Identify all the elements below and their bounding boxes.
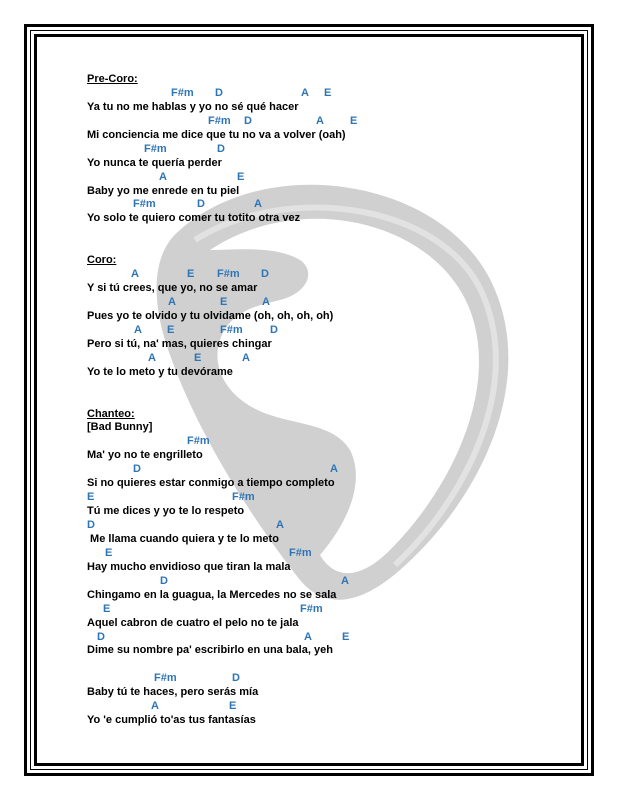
chord-line [87,491,567,505]
chord-label: D [97,630,105,643]
chord-label: D [87,519,95,531]
lyric-line [87,212,567,226]
lyric-line [87,421,567,435]
chord-line [87,268,567,282]
chord-label: A [148,351,156,364]
blank-line [87,240,567,254]
lyric-text: [Bad Bunny] [87,421,153,434]
lyric-text: Yo te lo meto y tu devórame [87,365,233,378]
chord-line [87,352,567,366]
chord-label: D [244,114,252,127]
chord-label: F#m [133,198,156,211]
chord-label: E [229,700,237,713]
chord-label: D [217,142,225,155]
chord-label: A [168,296,176,308]
lyric-text: Pues yo te olvido y tu olvidame (oh, oh, oh, oh) [87,309,334,322]
chord-label: A [301,86,309,99]
chord-label: E [324,86,332,99]
lyric-line [87,101,567,115]
section-header-text: Pre-Coro: [87,73,138,85]
chord-line [87,547,567,561]
chord-label: A [159,170,167,183]
lyric-text: Dime su nombre pa' escribirlo en una bala, yeh [87,644,333,657]
chord-line [87,700,567,714]
chord-line [87,435,567,449]
chord-line [87,603,567,617]
chord-label: D [160,574,168,587]
chord-line [87,631,567,645]
chord-label: D [261,268,269,281]
lyric-text: Yo solo te quiero comer tu totito otra vez [87,212,301,225]
chord-label: A [304,630,312,643]
chord-line [87,519,567,533]
lyric-line [87,157,567,171]
chord-label: A [131,268,139,281]
chord-label: E [187,268,195,281]
lyric-text: Baby yo me enrede en tu piel [87,184,240,197]
chord-label: D [197,198,205,211]
chord-label: F#m [208,114,231,127]
blank-line [87,394,567,408]
chord-label: F#m [217,268,240,281]
lyric-text: Ma' yo no te engrilleto [87,449,203,462]
chord-label: A [316,114,324,127]
chord-label: D [133,463,141,476]
blank-line [87,658,567,672]
chord-label: A [151,700,159,713]
lyric-line [87,589,567,603]
chord-label: D [270,323,278,336]
chord-label: A [242,351,250,364]
chord-line [87,575,567,589]
chord-label: A [254,198,262,211]
lyric-text: Y si tú crees, que yo, no se amar [87,282,258,295]
lyric-text: Tú me dices y yo te lo respeto [87,505,245,518]
chord-label: F#m [232,491,255,504]
lyric-text: Yo nunca te quería perder [87,156,222,169]
lyric-line [87,686,567,700]
chord-label: E [87,491,95,504]
lyric-line [87,505,567,519]
chord-label: D [215,86,223,99]
chord-label: A [262,296,270,308]
lyric-text: Yo 'e cumplió to'as tus fantasías [87,714,256,727]
lyric-text: Mi conciencia me dice que tu no va a volver (oah) [87,128,346,141]
chord-label: F#m [144,142,167,155]
lyric-line [87,282,567,296]
lyric-line [87,644,567,658]
lyric-text: Si no quieres estar conmigo a tiempo completo [87,477,335,490]
chord-label: F#m [171,86,194,99]
chord-line [87,672,567,686]
section-header-text: Chanteo: [87,407,135,420]
chord-label: A [341,574,349,587]
chord-label: E [350,114,358,127]
lyric-line [87,338,567,352]
lyric-text: Baby tú te haces, pero serás mía [87,686,259,699]
chord-label: E [103,602,111,615]
lyric-line [87,714,567,728]
chord-line [87,115,567,129]
chord-label: F#m [300,602,323,615]
section-header [87,254,567,268]
chord-label: F#m [220,323,243,336]
song-sheet [87,73,567,728]
lyric-line [87,366,567,380]
chord-line [87,463,567,477]
lyric-text: Aquel cabron de cuatro el pelo no te jala [87,616,299,629]
chord-line [87,198,567,212]
lyric-line [87,185,567,199]
chord-label: E [194,351,202,364]
section-header-text: Coro: [87,254,117,267]
lyric-text: Ya tu no me hablas y yo no sé qué hacer [87,100,299,113]
chord-label: E [237,170,245,183]
chord-label: F#m [187,435,210,448]
chord-label: F#m [289,546,312,559]
chord-line [87,296,567,310]
blank-line [87,380,567,394]
chord-line [87,87,567,101]
chord-label: A [134,323,142,336]
chord-line [87,143,567,157]
chord-line [87,171,567,185]
lyric-text: Chingamo en la guagua, la Mercedes no se sala [87,588,337,601]
chord-label: D [232,672,240,685]
lyric-line [87,561,567,575]
chord-label: E [342,630,350,643]
chord-line [87,324,567,338]
lyric-line [87,533,567,547]
lyric-line [87,310,567,324]
lyric-text: Me llama cuando quiera y te lo meto [87,532,279,545]
blank-line [87,226,567,240]
section-header [87,408,567,422]
chord-label: F#m [154,672,177,685]
section-header [87,73,567,87]
lyric-text: Pero si tú, na' mas, quieres chingar [87,337,272,350]
chord-label: E [167,323,175,336]
chord-label: E [220,296,228,308]
lyric-text: Hay mucho envidioso que tiran la mala [87,560,291,573]
lyric-line [87,449,567,463]
lyric-line [87,477,567,491]
lyric-line [87,129,567,143]
chord-label: E [105,546,113,559]
chord-label: A [330,463,338,476]
chord-label: A [276,519,284,531]
lyric-line [87,617,567,631]
